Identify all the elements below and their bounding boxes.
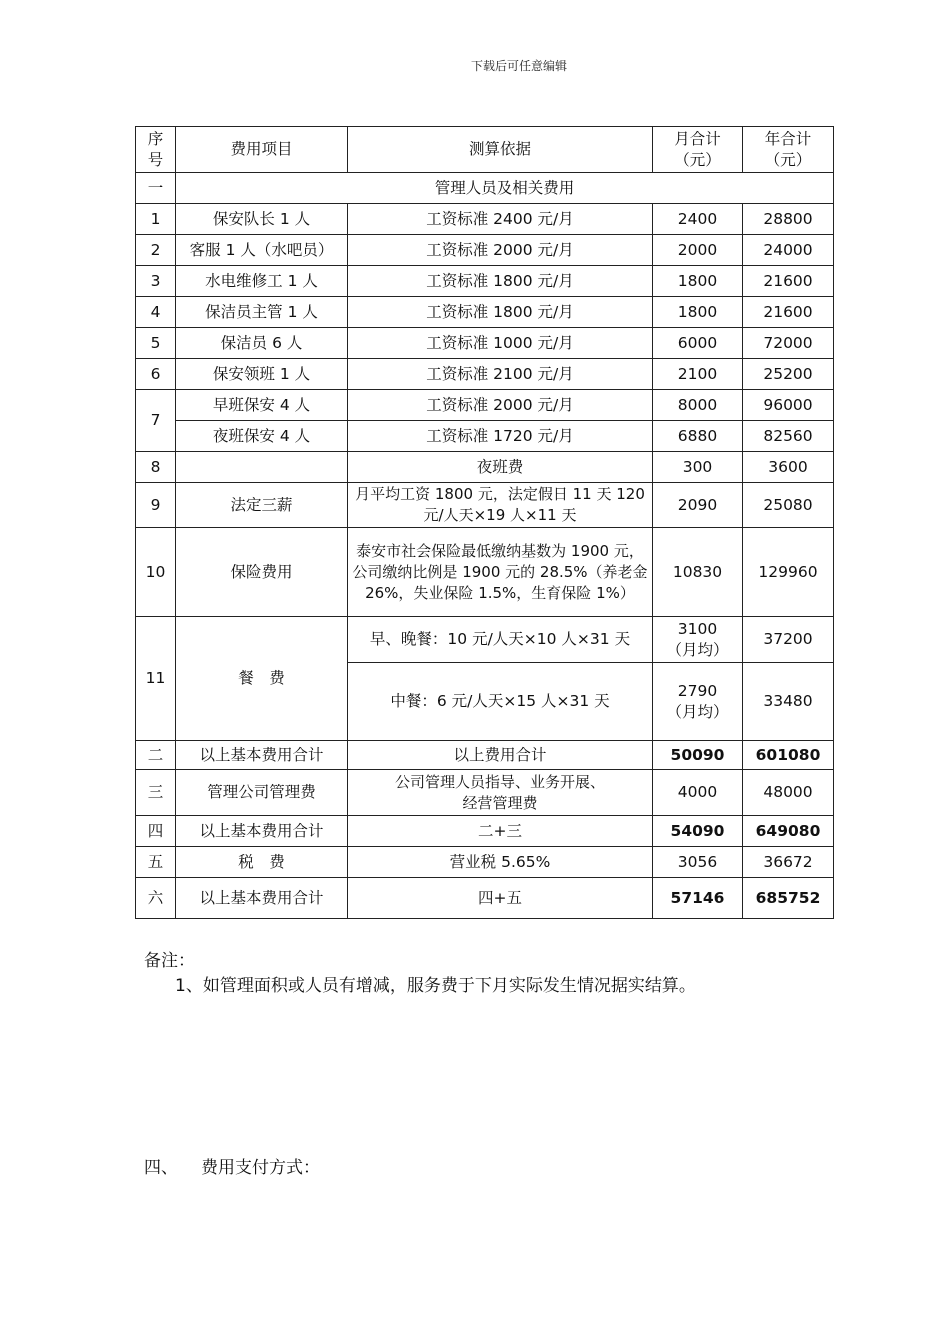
table-row (136, 297, 834, 328)
row-item: 早班保安 4 人 (176, 390, 348, 421)
header-item: 费用项目 (176, 127, 348, 173)
row-no: 四 (136, 816, 176, 847)
row-item: 保洁员主管 1 人 (176, 297, 348, 328)
row-monthly: 2100 (653, 359, 743, 390)
table-row (136, 617, 834, 663)
row-basis: 中餐：6 元/人天×15 人×31 天 (348, 663, 653, 741)
row-yearly: 601080 (743, 741, 834, 770)
row-yearly: 28800 (743, 204, 834, 235)
row-basis: 工资标准 1800 元/月 (348, 297, 653, 328)
row-basis: 早、晚餐：10 元/人天×10 人×31 天 (348, 617, 653, 663)
fee-table (135, 126, 834, 919)
row-item: 以上基本费用合计 (176, 878, 348, 919)
table-row (136, 528, 834, 617)
row-monthly: 2790 （月均） (653, 663, 743, 741)
row-basis: 公司管理人员指导、业务开展、 经营管理费 (348, 770, 653, 816)
section-title: 管理人员及相关费用 (176, 173, 834, 204)
row-basis: 工资标准 2400 元/月 (348, 204, 653, 235)
row-monthly: 6880 (653, 421, 743, 452)
row-yearly: 96000 (743, 390, 834, 421)
row-monthly: 50090 (653, 741, 743, 770)
row-monthly: 3056 (653, 847, 743, 878)
row-no: 1 (136, 204, 176, 235)
row-no: 3 (136, 266, 176, 297)
row-item: 管理公司管理费 (176, 770, 348, 816)
row-no: 六 (136, 878, 176, 919)
row-item: 夜班保安 4 人 (176, 421, 348, 452)
table-row (136, 390, 834, 421)
row-monthly: 8000 (653, 390, 743, 421)
row-item: 客服 1 人（水吧员） (176, 235, 348, 266)
row-item: 法定三薪 (176, 483, 348, 528)
row-yearly: 25200 (743, 359, 834, 390)
header-note: 下载后可任意编辑 (470, 59, 567, 73)
row-no: 五 (136, 847, 176, 878)
row-item (176, 452, 348, 483)
row-no: 11 (136, 617, 176, 741)
row-no: 7 (136, 390, 176, 452)
row-monthly: 4000 (653, 770, 743, 816)
row-no: 9 (136, 483, 176, 528)
header-yearly: 年合计 （元） (743, 127, 834, 173)
row-yearly: 33480 (743, 663, 834, 741)
table-row (136, 421, 834, 452)
row-yearly: 685752 (743, 878, 834, 919)
row-yearly: 48000 (743, 770, 834, 816)
row-item: 保安队长 1 人 (176, 204, 348, 235)
row-yearly: 21600 (743, 266, 834, 297)
remarks-title: 备注： (144, 951, 195, 971)
table-row (136, 359, 834, 390)
row-monthly: 2090 (653, 483, 743, 528)
table-row (136, 483, 834, 528)
row-basis: 二+三 (348, 816, 653, 847)
row-basis: 月平均工资 1800 元，法定假日 11 天 120 元/人天×19 人×11 天 (348, 483, 653, 528)
row-monthly: 3100 （月均） (653, 617, 743, 663)
row-yearly: 129960 (743, 528, 834, 617)
row-monthly: 57146 (653, 878, 743, 919)
table-row (136, 328, 834, 359)
remarks-item: 1、如管理面积或人员有增减，服务费于下月实际发生情况据实结算。 (175, 976, 696, 996)
row-monthly: 6000 (653, 328, 743, 359)
row-basis: 四+五 (348, 878, 653, 919)
row-yearly: 36672 (743, 847, 834, 878)
table-row (136, 452, 834, 483)
row-basis: 工资标准 2000 元/月 (348, 235, 653, 266)
row-item: 保洁员 6 人 (176, 328, 348, 359)
row-no: 6 (136, 359, 176, 390)
subtotal-row (136, 878, 834, 919)
row-no: 2 (136, 235, 176, 266)
row-yearly: 37200 (743, 617, 834, 663)
table-row (136, 770, 834, 816)
section-no: 一 (136, 173, 176, 204)
section-heading (144, 1153, 320, 1178)
row-no: 10 (136, 528, 176, 617)
header-monthly: 月合计 （元） (653, 127, 743, 173)
subtotal-row (136, 741, 834, 770)
row-no: 8 (136, 452, 176, 483)
row-basis: 以上费用合计 (348, 741, 653, 770)
header-no: 序 号 (136, 127, 176, 173)
row-yearly: 21600 (743, 297, 834, 328)
row-no: 5 (136, 328, 176, 359)
header-basis: 测算依据 (348, 127, 653, 173)
table-header-row (136, 127, 834, 173)
row-yearly: 24000 (743, 235, 834, 266)
section-row (136, 173, 834, 204)
table-row (136, 266, 834, 297)
row-item: 以上基本费用合计 (176, 816, 348, 847)
row-monthly: 2000 (653, 235, 743, 266)
section-title-text: 费用支付方式： (201, 1158, 320, 1178)
row-basis: 工资标准 1720 元/月 (348, 421, 653, 452)
table-row (136, 847, 834, 878)
section-number: 四、 (144, 1158, 178, 1178)
row-basis: 营业税 5.65% (348, 847, 653, 878)
row-basis: 夜班费 (348, 452, 653, 483)
row-yearly: 72000 (743, 328, 834, 359)
row-basis: 工资标准 2100 元/月 (348, 359, 653, 390)
row-yearly: 3600 (743, 452, 834, 483)
table-row (136, 235, 834, 266)
row-yearly: 82560 (743, 421, 834, 452)
row-basis: 泰安市社会保险最低缴纳基数为 1900 元，公司缴纳比例是 1900 元的 28.5%（养老金 26%，失业保险 1.5%，生育保险 1%） (348, 528, 653, 617)
row-yearly: 649080 (743, 816, 834, 847)
row-monthly: 300 (653, 452, 743, 483)
row-item: 税 费 (176, 847, 348, 878)
row-basis: 工资标准 2000 元/月 (348, 390, 653, 421)
row-item: 餐 费 (176, 617, 348, 741)
row-item: 保安领班 1 人 (176, 359, 348, 390)
row-item: 保险费用 (176, 528, 348, 617)
subtotal-row (136, 816, 834, 847)
row-item: 水电维修工 1 人 (176, 266, 348, 297)
row-monthly: 54090 (653, 816, 743, 847)
row-basis: 工资标准 1800 元/月 (348, 266, 653, 297)
row-no: 4 (136, 297, 176, 328)
row-item: 以上基本费用合计 (176, 741, 348, 770)
row-monthly: 2400 (653, 204, 743, 235)
row-monthly: 1800 (653, 297, 743, 328)
row-basis: 工资标准 1000 元/月 (348, 328, 653, 359)
row-monthly: 1800 (653, 266, 743, 297)
row-monthly: 10830 (653, 528, 743, 617)
row-no: 三 (136, 770, 176, 816)
row-yearly: 25080 (743, 483, 834, 528)
table-row (136, 204, 834, 235)
row-no: 二 (136, 741, 176, 770)
